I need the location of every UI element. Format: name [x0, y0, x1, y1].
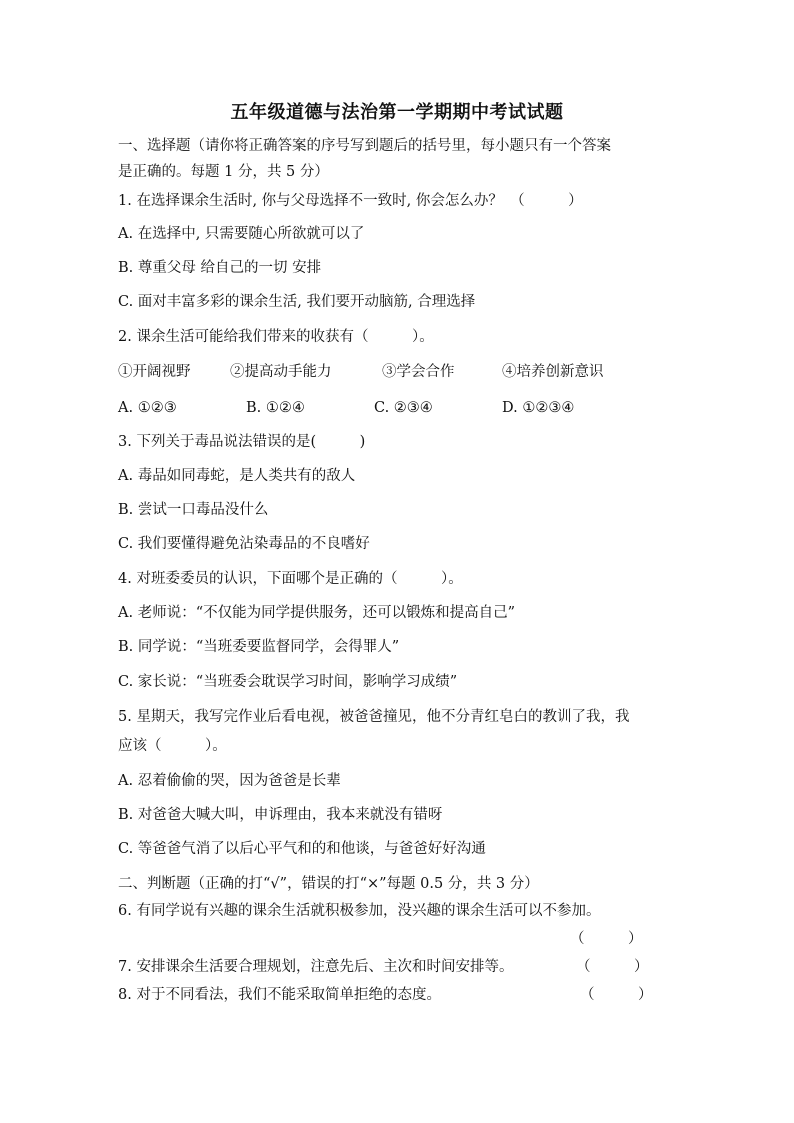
judgement-6-answer-bracket: （ ） — [570, 931, 643, 947]
question-5-stem-line2: 应该（ ）。 — [118, 738, 227, 754]
question-3-option-a: A. 毒品如同毒蛇，是人类共有的敌人 — [118, 468, 356, 484]
question-5-option-b: B. 对爸爸大喊大叫，申诉理由，我本来就没有错呀 — [118, 807, 443, 823]
question-5-option-c: C. 等爸爸气消了以后心平气和的和他谈，与爸爸好好沟通 — [118, 841, 486, 857]
judgement-6-text: 6. 有同学说有兴趣的课余生活就积极参加，没兴趣的课余生活可以不参加。 — [118, 903, 601, 919]
judgement-8-text: 8. 对于不同看法，我们不能采取简单拒绝的态度。 — [118, 987, 441, 1003]
question-1-option-c: C. 面对丰富多彩的课余生活, 我们要开动脑筋, 合理选择 — [118, 294, 476, 310]
question-3-option-c: C. 我们要懂得避免沾染毒品的不良嗜好 — [118, 536, 370, 552]
question-2-stem: 2. 课余生活可能给我们带来的收获有（ ）。 — [118, 329, 434, 345]
question-4-stem: 4. 对班委委员的认识，下面哪个是正确的（ ）。 — [118, 571, 463, 587]
judgement-7-text: 7. 安排课余生活要合理规划，注意先后、主次和时间安排等。 — [118, 959, 514, 975]
section1-header-line2: 是正确的。每题 1 分，共 5 分） — [118, 164, 329, 180]
question-4-option-c: C. 家长说：“当班委会耽误学习时间，影响学习成绩” — [118, 674, 458, 690]
judgement-7-answer-bracket: （ ） — [576, 959, 649, 975]
question-2-item-1: ①开阔视野 — [118, 364, 191, 380]
question-2-item-4: ④培养创新意识 — [502, 364, 604, 380]
question-5-stem-line1: 5. 星期天，我写完作业后看电视，被爸爸撞见，他不分青红皂白的教训了我，我 — [118, 709, 630, 725]
question-2-choice-b: B. ①②④ — [246, 400, 305, 416]
page-title: 五年级道德与法治第一学期期中考试试题 — [230, 102, 564, 123]
question-3-option-b: B. 尝试一口毒品没什么 — [118, 502, 269, 518]
section1-header-line1: 一、选择题（请你将正确答案的序号写到题后的括号里，每小题只有一个答案 — [118, 138, 611, 154]
question-1-option-a: A. 在选择中, 只需要随心所欲就可以了 — [118, 226, 365, 242]
question-1-stem: 1. 在选择课余生活时, 你与父母选择不一致时, 你会怎么办？ （ ） — [118, 193, 583, 209]
question-1-option-b: B. 尊重父母 给自己的一切 安排 — [118, 260, 322, 276]
section2-header: 二、判断题（正确的打“√”，错误的打“×”每题 0.5 分，共 3 分） — [118, 876, 539, 892]
question-5-option-a: A. 忍着偷偷的哭，因为爸爸是长辈 — [118, 773, 341, 789]
question-4-option-b: B. 同学说：“当班委要监督同学，会得罪人” — [118, 639, 400, 655]
question-2-item-3: ③学会合作 — [382, 364, 455, 380]
question-2-choice-d: D. ①②③④ — [502, 400, 575, 416]
question-3-stem: 3. 下列关于毒品说法错误的是( ) — [118, 434, 366, 450]
question-4-option-a: A. 老师说：“不仅能为同学提供服务，还可以锻炼和提高自己” — [118, 605, 516, 621]
question-2-item-2: ②提高动手能力 — [230, 364, 332, 380]
question-2-choice-c: C. ②③④ — [374, 400, 433, 416]
question-2-choice-a: A. ①②③ — [118, 400, 177, 416]
judgement-8-answer-bracket: （ ） — [580, 987, 653, 1003]
